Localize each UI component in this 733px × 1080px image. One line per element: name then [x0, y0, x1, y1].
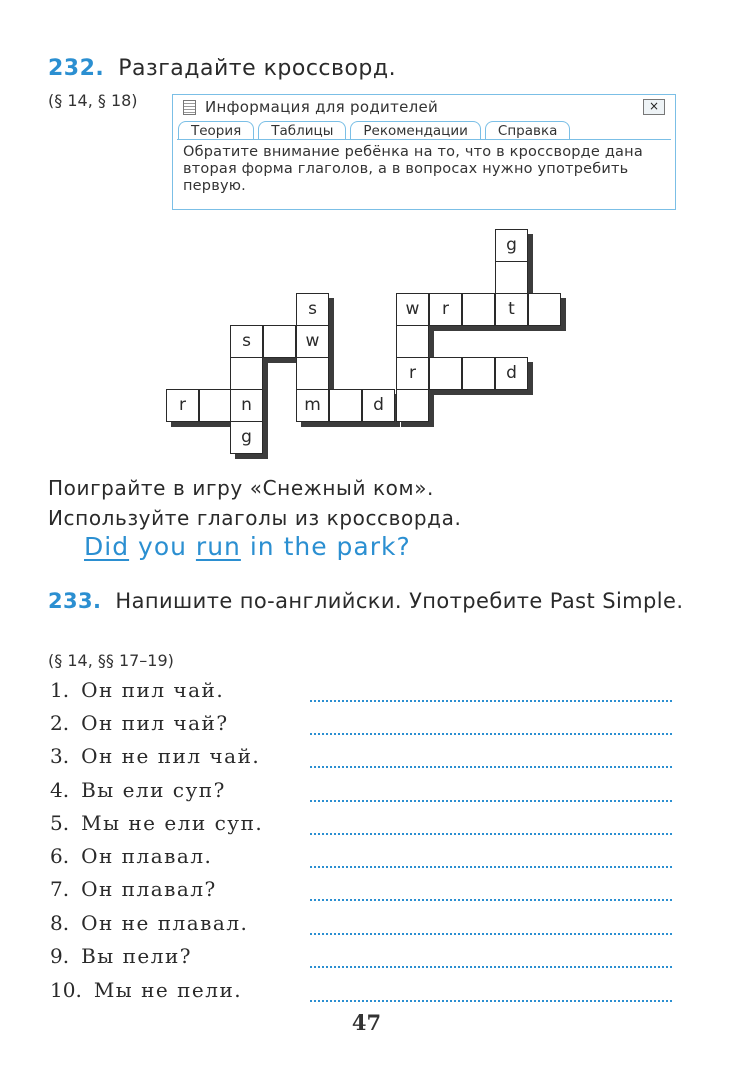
document-icon [183, 100, 196, 115]
item-number: 8. [50, 911, 70, 935]
example-word-run: run [195, 532, 241, 561]
crossword-cell[interactable] [396, 389, 429, 422]
translation-item [50, 978, 672, 1008]
translation-item [50, 911, 672, 941]
info-panel-text: Обратите внимание ребёнка на то, что в кроссворде дана вторая форма глаголов, а в вопросах нужно употребить первую. [177, 139, 671, 199]
tab-reference[interactable]: Справка [485, 121, 570, 139]
crossword-cell[interactable] [329, 389, 362, 422]
example-rest: in the park? [249, 532, 411, 561]
item-number: 9. [50, 944, 70, 968]
crossword-cell[interactable] [230, 357, 263, 390]
answer-line[interactable] [310, 700, 672, 702]
item-number: 7. [50, 877, 70, 901]
item-number: 3. [50, 744, 70, 768]
crossword-cell[interactable] [462, 293, 495, 326]
item-number: 1. [50, 678, 70, 702]
answer-line[interactable] [310, 899, 672, 901]
item-text: Он пил чай. [81, 678, 225, 702]
answer-line[interactable] [310, 866, 672, 868]
translation-item [50, 844, 672, 874]
item-number: 2. [50, 711, 70, 735]
parent-info-panel [172, 94, 676, 210]
item-number: 4. [50, 778, 70, 802]
crossword-cell[interactable] [495, 261, 528, 294]
crossword-cell[interactable] [263, 325, 296, 358]
crossword-cell[interactable] [296, 357, 329, 390]
crossword-cell[interactable]: r [396, 357, 429, 390]
crossword-cell[interactable]: n [230, 389, 263, 422]
item-text: Он пил чай? [81, 711, 229, 735]
crossword-cell[interactable] [462, 357, 495, 390]
crossword-cell[interactable]: t [495, 293, 528, 326]
translation-item [50, 711, 672, 741]
translation-item [50, 811, 672, 841]
exercise-number: 233. [48, 589, 102, 613]
item-number: 6. [50, 844, 70, 868]
item-number: 5. [50, 811, 70, 835]
tab-theory[interactable]: Теория [178, 121, 254, 139]
crossword-cell[interactable]: d [495, 357, 528, 390]
crossword-cell[interactable]: d [362, 389, 395, 422]
item-text: Мы не ели суп. [81, 811, 264, 835]
crossword-cell[interactable] [199, 389, 232, 422]
answer-line[interactable] [310, 933, 672, 935]
item-text: Он плавал. [81, 844, 213, 868]
item-text: Он плавал? [81, 877, 217, 901]
tab-recommendations[interactable]: Рекомендации [350, 121, 481, 139]
answer-line[interactable] [310, 800, 672, 802]
crossword-cell[interactable]: r [429, 293, 462, 326]
crossword-cell[interactable]: s [230, 325, 263, 358]
crossword-cell[interactable]: w [296, 325, 329, 358]
translation-item [50, 744, 672, 774]
info-panel-header [173, 95, 675, 119]
example-word-did: Did [84, 532, 130, 561]
game-instruction-line-1: Поиграйте в игру «Снежный ком». [48, 476, 435, 500]
example-word-you: you [138, 532, 187, 561]
exercise-232-title [48, 56, 396, 81]
translation-item [50, 877, 672, 907]
answer-line[interactable] [310, 1000, 672, 1002]
crossword-cell[interactable]: s [296, 293, 329, 326]
item-text: Он не пил чай. [81, 744, 261, 768]
translation-item [50, 678, 672, 708]
tab-tables[interactable]: Таблицы [258, 121, 346, 139]
item-number: 10. [50, 978, 82, 1002]
translation-item [50, 944, 672, 974]
item-text: Вы пели? [81, 944, 192, 968]
exercise-instruction: Напишите по-английски. Употребите Past Simple. [115, 589, 684, 613]
grammar-references: (§ 14, §§ 17–19) [48, 651, 174, 670]
grammar-references: (§ 14, § 18) [48, 91, 138, 110]
crossword-cell[interactable] [396, 325, 429, 358]
item-text: Вы ели суп? [81, 778, 226, 802]
game-instruction-line-2: Используйте глаголы из кроссворда. [48, 506, 462, 530]
crossword-cell[interactable]: w [396, 293, 429, 326]
answer-line[interactable] [310, 733, 672, 735]
crossword-cell[interactable] [528, 293, 561, 326]
crossword-cell[interactable] [429, 357, 462, 390]
item-text: Мы не пели. [93, 978, 243, 1002]
translation-item [50, 778, 672, 808]
item-text: Он не плавал. [81, 911, 249, 935]
exercise-233-title [48, 586, 688, 617]
exercise-number: 232. [48, 56, 105, 81]
crossword-cell[interactable]: r [166, 389, 199, 422]
info-tabs [173, 119, 675, 139]
answer-line[interactable] [310, 966, 672, 968]
crossword-cell[interactable]: g [230, 421, 263, 454]
example-sentence [84, 532, 411, 561]
info-panel-title: Информация для родителей [205, 98, 439, 116]
answer-line[interactable] [310, 766, 672, 768]
close-button[interactable]: × [643, 99, 665, 115]
crossword-cell[interactable]: g [495, 229, 528, 262]
answer-line[interactable] [310, 833, 672, 835]
page-number: 47 [351, 1010, 382, 1035]
exercise-instruction: Разгадайте кроссворд. [118, 56, 397, 81]
crossword-cell[interactable]: m [296, 389, 329, 422]
